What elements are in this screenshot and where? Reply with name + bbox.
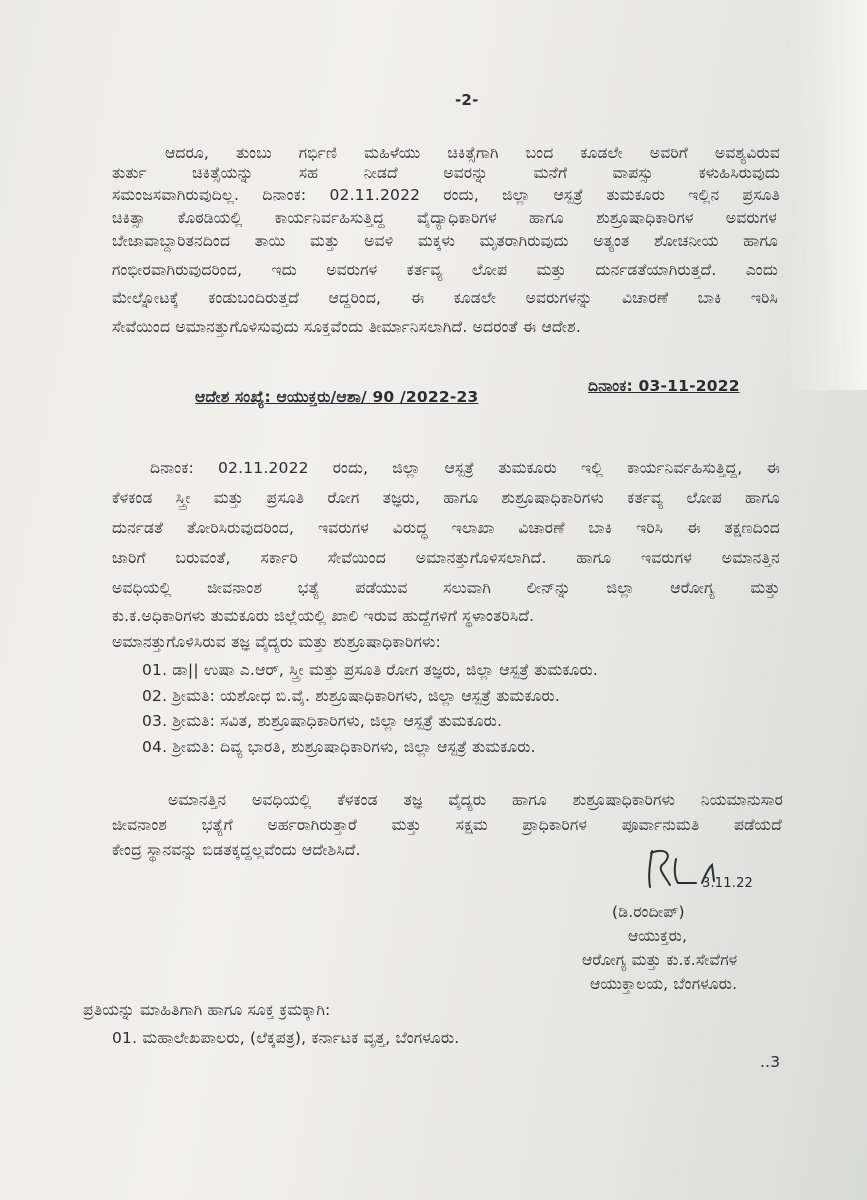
page-number: -2- (455, 91, 479, 109)
signatory-dept: ಆರೋಗ್ಯ ಮತ್ತು ಕು.ಕ.ಸೇವೆಗಳ (582, 951, 738, 969)
signatory-title: ಆಯುಕ್ತರು, (628, 927, 688, 945)
para2-line-2: ಕೆಳಕಂಡ ಸ್ತ್ರೀ ಮತ್ತು ಪ್ರಸೂತಿ ರೋಗ ತಜ್ಞರು, ಹಾಗೂ ಶುಶ್ರೂಷಾಧಿಕಾರಿಗಳು ಕರ್ತವ್ಯ ಲೋಪ ಹಾಗೂ (112, 489, 780, 507)
signature-date: 3.11.22 (702, 876, 754, 891)
para3-line-3: ಕೇಂದ್ರ ಸ್ಥಾನವನ್ನು ಬಿಡತಕ್ಕದ್ದಲ್ಲವೆಂದು ಆದೇಶಿಸಿದೆ. (112, 841, 361, 859)
order-date: ದಿನಾಂಕ: 03-11-2022 (588, 377, 740, 395)
para3-line-1: ಅಮಾನತ್ತಿನ ಅವಧಿಯಲ್ಲಿ ಕೆಳಕಂಡ ತಜ್ಞ ವೈದ್ಯರು ಹಾಗೂ ಶುಶ್ರೂಷಾಧಿಕಾರಿಗಳು ನಿಯಮಾನುಸಾರ (168, 791, 783, 809)
list-item-1: 01. ಡಾ|| ಉಷಾ ಎ.ಆರ್, ಸ್ತ್ರೀ ಮತ್ತು ಪ್ರಸೂತಿ ರೋಗ ತಜ್ಞರು, ಜಿಲ್ಲಾ ಆಸ್ಪತ್ರೆ ತುಮಕೂರು. (142, 661, 598, 679)
para2-line-5: ಅವಧಿಯಲ್ಲಿ ಜೀವನಾಂಶ ಭತ್ಯೆ ಪಡೆಯುವ ಸಲುವಾಗಿ ಲೀನ್‌ನ್ನು ಜಿಲ್ಲಾ ಆರೋಗ್ಯ ಮತ್ತು (112, 579, 780, 597)
list-heading: ಅಮಾನತ್ತುಗೊಳಿಸಿರುವ ತಜ್ಞ ವೈದ್ಯರು ಮತ್ತು ಶುಶ್ರೂಷಾಧಿಕಾರಿಗಳು: (112, 633, 441, 651)
copy-item-1: 01. ಮಹಾಲೇಖಪಾಲರು, (ಲೆಕ್ಕಪತ್ರ), ಕರ್ನಾಟಕ ವೃತ್ತ, ಬೆಂಗಳೂರು. (112, 1029, 460, 1047)
continued-marker: ..3 (760, 1053, 781, 1071)
signatory-name: (ಡಿ.ರಂದೀಪ್) (612, 903, 685, 921)
para2-line-3: ದುರ್ನಡತೆ ತೋರಿಸಿರುವುದರಿಂದ, ಇವರುಗಳ ವಿರುದ್ಧ ಇಲಾಖಾ ವಿಚಾರಣೆ ಬಾಕಿ ಇರಿಸಿ ಈ ತಕ್ಷಣದಿಂದ (112, 519, 780, 537)
list-item-2: 02. ಶ್ರೀಮತಿ: ಯಶೋಧ ಬಿ.ವೈ. ಶುಶ್ರೂಷಾಧಿಕಾರಿಗಳು, ಜಿಲ್ಲಾ ಆಸ್ಪತ್ರೆ ತುಮಕೂರು. (142, 687, 561, 705)
order-number: ಆದೇಶ ಸಂಖ್ಯೆ: ಆಯುಕ್ತರು/ಆಶಾ/ 90 /2022-23 (195, 388, 479, 406)
signatory-office: ಆಯುಕ್ತಾಲಯ, ಬೆಂಗಳೂರು. (590, 975, 738, 993)
para1-line-8: ಸೇವೆಯಿಂದ ಅಮಾನತ್ತುಗೊಳಿಸುವುದು ಸೂಕ್ತವೆಂದು ತೀರ್ಮಾನಿಸಲಾಗಿದೆ. ಅದರಂತೆ ಈ ಆದೇಶ. (112, 318, 582, 336)
para2-line-4: ಜಾರಿಗೆ ಬರುವಂತೆ, ಸರ್ಕಾರಿ ಸೇವೆಯಿಂದ ಅಮಾನತ್ತುಗೊಳಿಸಲಾಗಿದೆ. ಹಾಗೂ ಇವರುಗಳ ಅಮಾನತ್ತಿನ (112, 549, 780, 567)
para1-line-5: ಬೇಜಾವಾಬ್ದಾರಿತನದಿಂದ ತಾಯಿ ಮತ್ತು ಅವಳಿ ಮಕ್ಕಳು ಮೃತರಾಗಿರುವುದು ಅತ್ಯಂತ ಶೋಚನೀಯ ಹಾಗೂ (112, 232, 778, 250)
para1-line-6: ಗಂಭೀರವಾಗಿರುವುದರಿಂದ, ಇದು ಅವರುಗಳ ಕರ್ತವ್ಯ ಲೋಪ ಮತ್ತು ದುರ್ನಡತೆಯಾಗಿರುತ್ತದೆ. ಎಂದು (112, 261, 778, 279)
copy-heading: ಪ್ರತಿಯನ್ನು ಮಾಹಿತಿಗಾಗಿ ಹಾಗೂ ಸೂಕ್ತ ಕ್ರಮಕ್ಕಾಗಿ: (83, 1001, 331, 1019)
para3-line-2: ಜೀವನಾಂಶ ಭತ್ಯೆಗೆ ಅರ್ಹರಾಗಿರುತ್ತಾರೆ ಮತ್ತು ಸಕ್ಷಮ ಪ್ರಾಧಿಕಾರಿಗಳ ಪೂರ್ವಾನುಮತಿ ಪಡೆಯದೆ (112, 816, 782, 834)
para1-line-1: ಆದರೂ, ತುಂಬು ಗರ್ಭಿಣಿ ಮಹಿಳೆಯು ಚಿಕಿತ್ಸೆಗಾಗಿ ಬಂದ ಕೂಡಲೇ ಅವರಿಗೆ ಅವಶ್ಯವಿರುವ (165, 144, 780, 162)
paper-edge-highlight (787, 0, 867, 390)
para2-line-1: ದಿನಾಂಕ: 02.11.2022 ರಂದು, ಜಿಲ್ಲಾ ಆಸ್ಪತ್ರೆ ತುಮಕೂರು ಇಲ್ಲಿ ಕಾರ್ಯನಿರ್ವಹಿಸುತ್ತಿದ್ದ, ಈ (150, 459, 780, 477)
para1-line-7: ಮೇಲ್ನೋಟಕ್ಕೆ ಕಂಡುಬಂದಿರುತ್ತದೆ ಆದ್ದರಿಂದ, ಈ ಕೂಡಲೇ ಅವರುಗಳನ್ನು ವಿಚಾರಣೆ ಬಾಕಿ ಇರಿಸಿ (112, 289, 778, 307)
list-item-4: 04. ಶ್ರೀಮತಿ: ದಿವ್ಯ ಭಾರತಿ, ಶುಶ್ರೂಷಾಧಿಕಾರಿಗಳು, ಜಿಲ್ಲಾ ಆಸ್ಪತ್ರೆ ತುಮಕೂರು. (142, 738, 536, 756)
para1-line-2: ತುರ್ತು ಚಿಕಿತ್ಸೆಯನ್ನು ಸಹ ನೀಡದೆ ಅವರನ್ನು ಮನೆಗೆ ವಾಪಸ್ಸು ಕಳುಹಿಸಿರುವುದು (112, 164, 780, 182)
para1-line-3: ಸಮಂಜಸವಾಗಿರುವುದಿಲ್ಲ. ದಿನಾಂಕ: 02.11.2022 ರಂದು, ಜಿಲ್ಲಾ ಆಸ್ಪತ್ರೆ ತುಮಕೂರು ಇಲ್ಲಿನ ಪ್ರಸೂತಿ (112, 186, 780, 204)
para2-line-6: ಕು.ಕ.ಅಧಿಕಾರಿಗಳು ತುಮಕೂರು ಜಿಲ್ಲೆಯಲ್ಲಿ ಖಾಲಿ ಇರುವ ಹುದ್ದೆಗಳಿಗೆ ಸ್ಥಳಾಂತರಿಸಿದೆ. (112, 607, 535, 625)
list-item-3: 03. ಶ್ರೀಮತಿ: ಸವಿತ, ಶುಶ್ರೂಷಾಧಿಕಾರಿಗಳು, ಜಿಲ್ಲಾ ಆಸ್ಪತ್ರೆ ತುಮಕೂರು. (142, 712, 503, 730)
para1-line-4: ಚಿಕಿತ್ಸಾ ಕೊಠಡಿಯಲ್ಲಿ ಕಾರ್ಯನಿರ್ವಹಿಸುತ್ತಿದ್ದ ವೈದ್ಯಾಧಿಕಾರಿಗಳ ಹಾಗೂ ಶುಶ್ರೂಷಾಧಿಕಾರಿಗಳ ಅವರುಗಳ (112, 209, 777, 227)
